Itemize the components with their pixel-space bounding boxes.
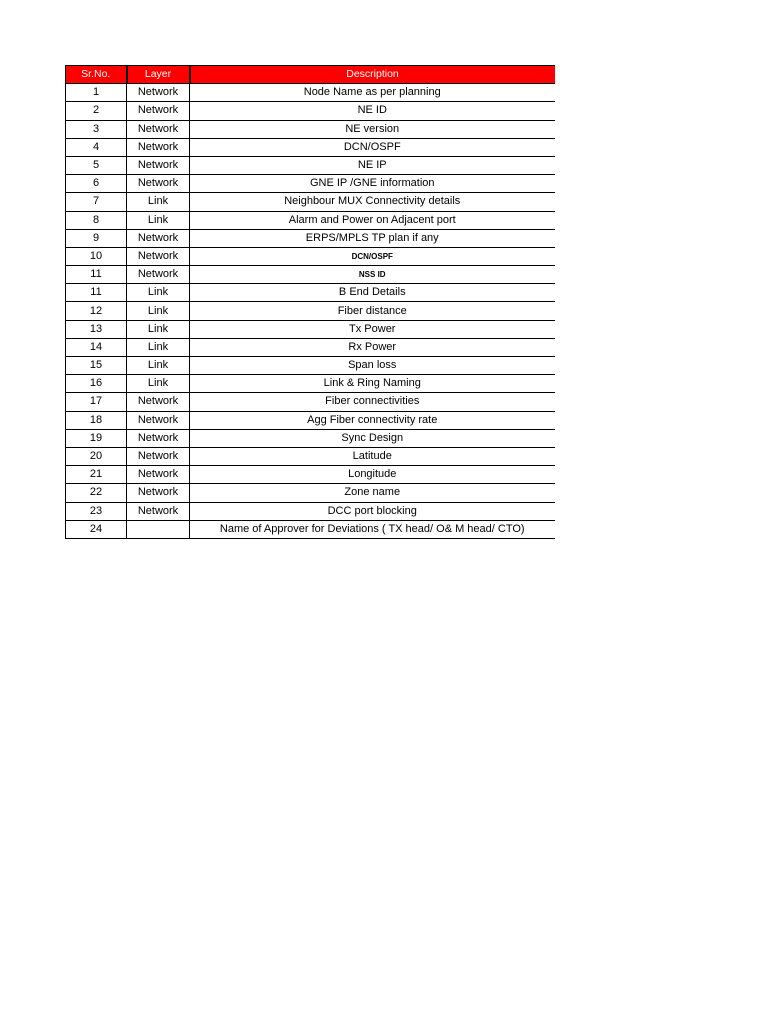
cell-sr-no[interactable]: 24	[66, 520, 127, 538]
table-row	[66, 302, 555, 320]
cell-description[interactable]: B End Details	[190, 284, 555, 302]
cell-sr-no[interactable]: 11	[66, 266, 127, 284]
cell-description[interactable]: Alarm and Power on Adjacent port	[190, 211, 555, 229]
cell-description[interactable]: Agg Fiber connectivity rate	[190, 411, 555, 429]
table-row	[66, 357, 555, 375]
table-row	[66, 320, 555, 338]
cell-layer[interactable]: Network	[127, 84, 190, 102]
cell-sr-no[interactable]: 7	[66, 193, 127, 211]
cell-layer[interactable]: Network	[127, 175, 190, 193]
cell-layer[interactable]: Network	[127, 484, 190, 502]
cell-description[interactable]: Fiber distance	[190, 302, 555, 320]
table-row	[66, 466, 555, 484]
cell-description[interactable]: Sync Design	[190, 429, 555, 447]
cell-description[interactable]: Fiber connectivities	[190, 393, 555, 411]
cell-sr-no[interactable]: 2	[66, 102, 127, 120]
cell-sr-no[interactable]: 13	[66, 320, 127, 338]
cell-layer[interactable]: Network	[127, 393, 190, 411]
cell-sr-no[interactable]: 20	[66, 447, 127, 465]
table-row	[66, 284, 555, 302]
cell-description[interactable]: Name of Approver for Deviations ( TX head/ O& M head/ CTO)	[190, 520, 555, 538]
table-row	[66, 447, 555, 465]
header-row	[66, 66, 555, 84]
cell-layer[interactable]: Network	[127, 429, 190, 447]
cell-sr-no[interactable]: 4	[66, 138, 127, 156]
table-row	[66, 484, 555, 502]
cell-layer[interactable]: Link	[127, 375, 190, 393]
cell-layer[interactable]: Network	[127, 447, 190, 465]
cell-description[interactable]: DCN/OSPF	[190, 138, 555, 156]
cell-sr-no[interactable]: 19	[66, 429, 127, 447]
cell-sr-no[interactable]: 22	[66, 484, 127, 502]
cell-description[interactable]: Longitude	[190, 466, 555, 484]
table-row	[66, 520, 555, 538]
cell-layer[interactable]: Network	[127, 102, 190, 120]
cell-description[interactable]: NE version	[190, 120, 555, 138]
table-row	[66, 429, 555, 447]
cell-layer[interactable]: Network	[127, 266, 190, 284]
cell-layer[interactable]: Network	[127, 156, 190, 174]
cell-sr-no[interactable]: 9	[66, 229, 127, 247]
cell-sr-no[interactable]: 5	[66, 156, 127, 174]
cell-layer[interactable]: Network	[127, 138, 190, 156]
cell-layer[interactable]: Link	[127, 193, 190, 211]
cell-layer[interactable]: Link	[127, 320, 190, 338]
table-row	[66, 193, 555, 211]
table-row	[66, 175, 555, 193]
cell-description[interactable]: GNE IP /GNE information	[190, 175, 555, 193]
cell-description[interactable]: NE ID	[190, 102, 555, 120]
cell-sr-no[interactable]: 18	[66, 411, 127, 429]
cell-description[interactable]: Span loss	[190, 357, 555, 375]
cell-layer[interactable]: Network	[127, 502, 190, 520]
cell-layer[interactable]: Network	[127, 466, 190, 484]
checklist-table	[65, 65, 555, 539]
cell-sr-no[interactable]: 23	[66, 502, 127, 520]
cell-description[interactable]: Latitude	[190, 447, 555, 465]
table-row	[66, 211, 555, 229]
cell-layer[interactable]: Network	[127, 411, 190, 429]
cell-sr-no[interactable]: 3	[66, 120, 127, 138]
cell-description[interactable]: Tx Power	[190, 320, 555, 338]
table-row	[66, 84, 555, 102]
cell-description[interactable]: Neighbour MUX Connectivity details	[190, 193, 555, 211]
cell-sr-no[interactable]: 17	[66, 393, 127, 411]
header-layer[interactable]: Layer	[127, 66, 190, 84]
cell-sr-no[interactable]: 16	[66, 375, 127, 393]
cell-description[interactable]: Rx Power	[190, 338, 555, 356]
cell-layer[interactable]: Link	[127, 338, 190, 356]
cell-description[interactable]: Link & Ring Naming	[190, 375, 555, 393]
table-row	[66, 375, 555, 393]
cell-sr-no[interactable]: 10	[66, 247, 127, 265]
table-row	[66, 411, 555, 429]
table-row	[66, 502, 555, 520]
cell-sr-no[interactable]: 11	[66, 284, 127, 302]
cell-layer[interactable]: Link	[127, 211, 190, 229]
table-body	[66, 84, 555, 539]
cell-layer[interactable]: Network	[127, 247, 190, 265]
cell-sr-no[interactable]: 14	[66, 338, 127, 356]
cell-layer[interactable]: Network	[127, 229, 190, 247]
cell-description[interactable]: DCC port blocking	[190, 502, 555, 520]
cell-sr-no[interactable]: 1	[66, 84, 127, 102]
table-row	[66, 102, 555, 120]
cell-layer[interactable]: Network	[127, 120, 190, 138]
cell-sr-no[interactable]: 15	[66, 357, 127, 375]
cell-sr-no[interactable]: 6	[66, 175, 127, 193]
cell-description[interactable]: ERPS/MPLS TP plan if any	[190, 229, 555, 247]
table-row	[66, 156, 555, 174]
header-description[interactable]: Description	[190, 66, 555, 84]
table-row	[66, 338, 555, 356]
header-sr-no[interactable]: Sr.No.	[66, 66, 127, 84]
table-row	[66, 138, 555, 156]
cell-description[interactable]: Zone name	[190, 484, 555, 502]
cell-layer[interactable]: Link	[127, 357, 190, 375]
cell-description[interactable]: DCN/OSPF	[190, 247, 555, 265]
cell-layer[interactable]: Link	[127, 302, 190, 320]
cell-sr-no[interactable]: 21	[66, 466, 127, 484]
cell-description[interactable]: NE IP	[190, 156, 555, 174]
spreadsheet-sheet	[65, 65, 553, 539]
cell-sr-no[interactable]: 12	[66, 302, 127, 320]
table-row	[66, 247, 555, 265]
cell-description[interactable]: Node Name as per planning	[190, 84, 555, 102]
table-row	[66, 266, 555, 284]
table-row	[66, 393, 555, 411]
cell-description[interactable]: NSS ID	[190, 266, 555, 284]
cell-layer[interactable]	[127, 520, 190, 538]
cell-sr-no[interactable]: 8	[66, 211, 127, 229]
table-row	[66, 120, 555, 138]
table-row	[66, 229, 555, 247]
cell-layer[interactable]: Link	[127, 284, 190, 302]
